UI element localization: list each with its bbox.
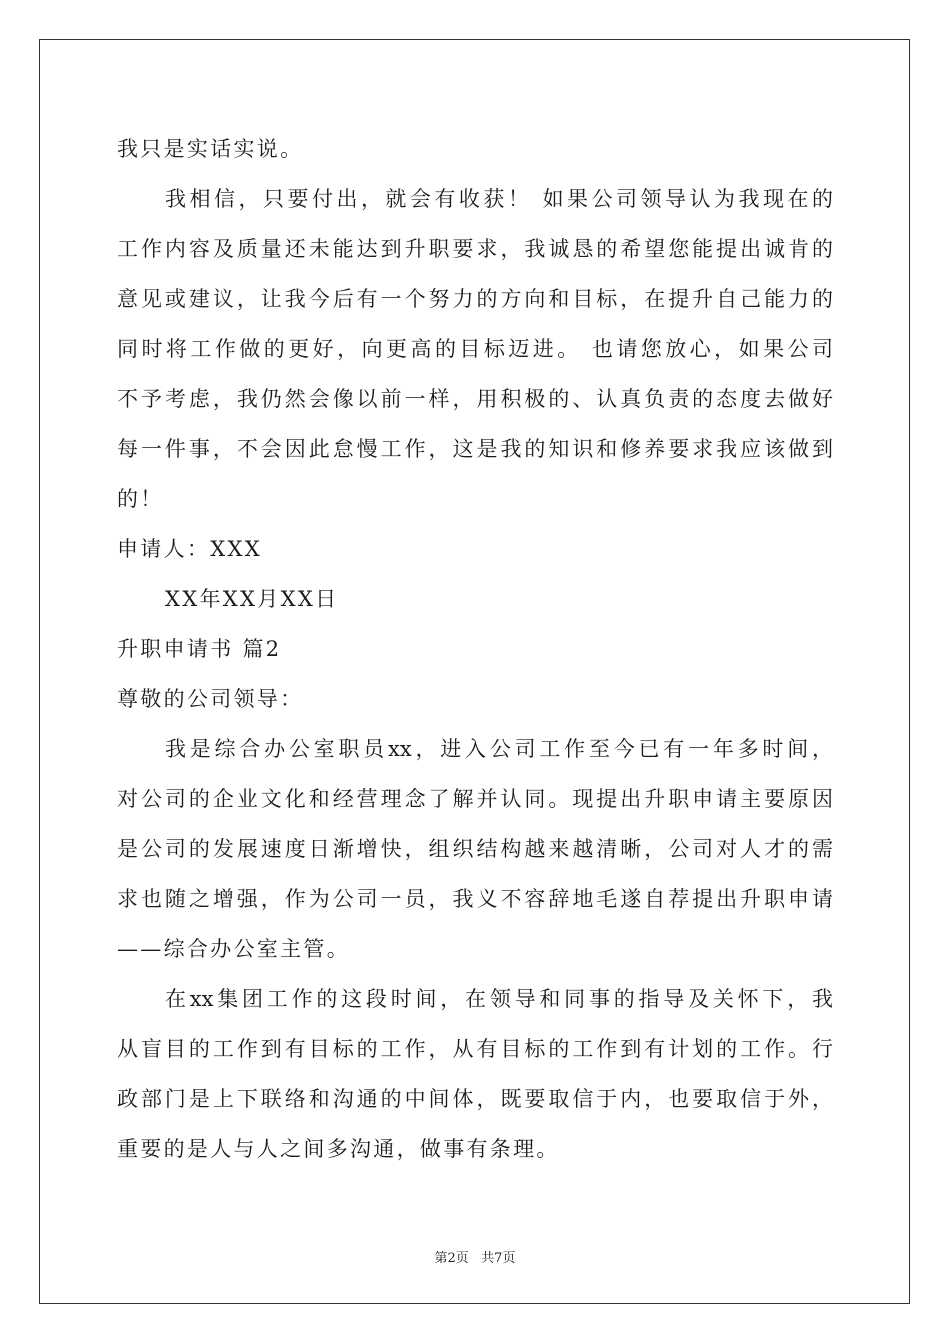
section-title: 升职申请书 篇2 (117, 637, 282, 661)
text-line: 工作内容及质量还未能达到升职要求，我诚恳的希望您能提出诚肯的 (117, 237, 833, 261)
text-line: 意见或建议，让我今后有一个努力的方向和目标，在提升自己能力的 (117, 287, 833, 311)
text-line: 对公司的企业文化和经营理念了解并认同。现提出升职申请主要原因 (117, 787, 833, 811)
text-line: 每一件事，不会因此怠慢工作，这是我的知识和修养要求我应该做到 (117, 437, 833, 461)
text-line: 同时将工作做的更好，向更高的目标迈进。 也请您放心，如果公司 (117, 337, 833, 361)
salutation: 尊敬的公司领导： (117, 687, 304, 711)
page-footer (0, 1247, 950, 1266)
text-line: 我只是实话实说。 (117, 137, 304, 161)
document-body (117, 124, 833, 1174)
text-line: 从盲目的工作到有目标的工作，从有目标的工作到有计划的工作。行 (117, 1037, 833, 1061)
applicant-line: 申请人：XXX (117, 537, 262, 561)
paragraph-start-line: 在xx集团工作的这段时间，在领导和同事的指导及关怀下，我 (165, 987, 833, 1011)
text-line: 重要的是人与人之间多沟通，做事有条理。 (117, 1137, 560, 1161)
text-line: 求也随之增强，作为公司一员，我义不容辞地毛遂自荐提出升职申请 (117, 887, 833, 911)
page-number: 第2页 共7页 (434, 1251, 516, 1266)
text-line: 政部门是上下联络和沟通的中间体，既要取信于内，也要取信于外， (117, 1087, 833, 1111)
paragraph-start-line: 我相信，只要付出，就会有收获！ 如果公司领导认为我现在的 (165, 187, 833, 211)
text-line: 是公司的发展速度日渐增快，组织结构越来越清晰，公司对人才的需 (117, 837, 833, 861)
date-line: XX年XX月XX日 (165, 587, 339, 611)
text-line: 的！ (117, 487, 164, 511)
text-line: ——综合办公室主管。 (117, 937, 350, 961)
text-line: 不予考虑，我仍然会像以前一样，用积极的、认真负责的态度去做好 (117, 387, 833, 411)
paragraph-start-line: 我是综合办公室职员xx，进入公司工作至今已有一年多时间， (165, 737, 833, 761)
